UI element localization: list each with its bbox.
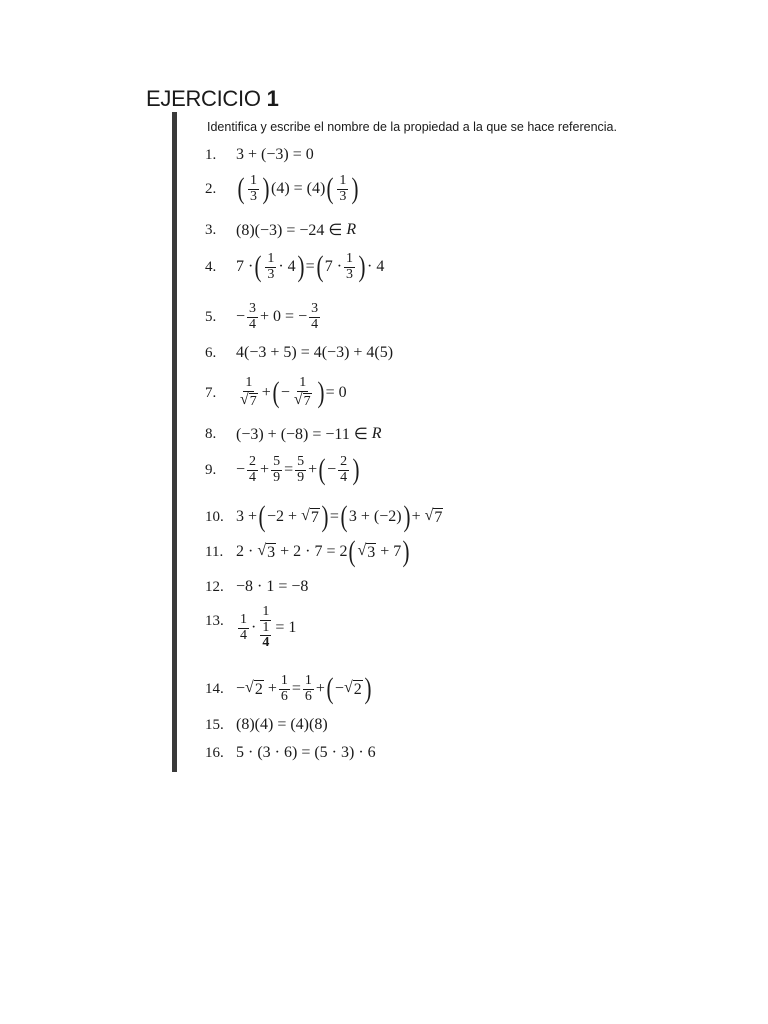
item-expression: (−3) + (−8) = −11 ∈ R xyxy=(236,425,382,443)
item-expression: 4(−3 + 5) = 4(−3) + 4(5) xyxy=(236,344,394,361)
item-number: 6. xyxy=(205,344,217,361)
item-expression: 7 · ( $\frac{1}{3}$ · 4 ) = ( 7 · $\frac{1}{3}$ ) · 4 xyxy=(236,250,385,283)
item-number: 12. xyxy=(205,578,224,595)
exercise-title xyxy=(146,86,279,112)
item-expression: − √ 2 + $\frac{1}{6}$ = $\frac{1}{6}$ + ( − √ 2 ) xyxy=(236,672,372,705)
item-expression: (8)(4) = (4)(8) xyxy=(236,716,328,733)
margin-bar xyxy=(172,112,177,772)
exercise-item xyxy=(205,252,384,282)
item-number: 15. xyxy=(205,716,224,733)
item-expression: −8 · 1 = −8 xyxy=(236,578,309,595)
item-expression: 2 · √ 3 + 2 · 7 = 2 ( √ 3 + 7 ) xyxy=(236,535,410,568)
exercise-item xyxy=(205,455,361,485)
item-expression: 3 + (−3) = 0 xyxy=(236,146,314,163)
exercise-item xyxy=(205,302,322,332)
exercise-item xyxy=(205,174,360,204)
exercise-item xyxy=(205,502,443,532)
exercise-item xyxy=(205,215,356,245)
item-expression: 3 + ( −2 + √ 7 ) = ( 3 + (−2) ) + √ 7 xyxy=(236,500,443,533)
item-expression: 1 √ 7 + ( − 1 √ 7 ) = 0 xyxy=(240,375,347,410)
item-number: 9. xyxy=(205,461,217,478)
item-number: 8. xyxy=(205,425,217,442)
item-number: 11. xyxy=(205,543,224,560)
item-number: 10. xyxy=(205,508,224,525)
exercise-item xyxy=(205,738,376,768)
item-number: 5. xyxy=(205,308,217,325)
item-number: 4. xyxy=(205,258,217,275)
exercise-item xyxy=(205,710,328,740)
item-expression: − $\frac{2}{4}$ + $\frac{5}{9}$ = $\frac{5}{9}$ + ( − $\frac{2}{4}$ ) xyxy=(236,453,360,486)
item-number: 1. xyxy=(205,146,217,163)
item-number: 14. xyxy=(205,680,224,697)
exercise-title-number: 1 xyxy=(266,86,279,111)
instruction-text: Identifica y escribe el nombre de la propiedad a la que se hace referencia. xyxy=(207,120,617,134)
item-number: 3. xyxy=(205,221,217,238)
exercise-item xyxy=(205,140,314,170)
exercise-title-word: EJERCICIO xyxy=(146,86,261,111)
item-expression: ( $\frac{1}{3}$ ) (4) = (4) ( $\frac{1}{3}$ ) xyxy=(237,172,359,205)
exercise-item xyxy=(205,338,393,368)
item-expression: (8)(−3) = −24 ∈ R xyxy=(236,221,357,239)
exercise-item xyxy=(205,604,297,651)
item-number: 2. xyxy=(205,180,217,197)
item-expression: − $\frac{3}{4}$ + 0 = − $\frac{3}{4}$ xyxy=(236,300,319,332)
exercise-item xyxy=(205,537,411,567)
item-expression: $\frac{1}{4}$ · $\frac{1}{\frac{1}{4}}$ = 1 xyxy=(240,604,297,651)
item-number: 13. xyxy=(205,613,224,629)
exercise-item xyxy=(205,375,347,410)
item-number: 16. xyxy=(205,744,224,761)
exercise-item xyxy=(205,419,382,449)
item-number: 7. xyxy=(205,384,217,401)
item-expression: 5 · (3 · 6) = (5 · 3) · 6 xyxy=(236,744,376,761)
exercise-item xyxy=(205,572,308,602)
exercise-item xyxy=(205,674,373,704)
